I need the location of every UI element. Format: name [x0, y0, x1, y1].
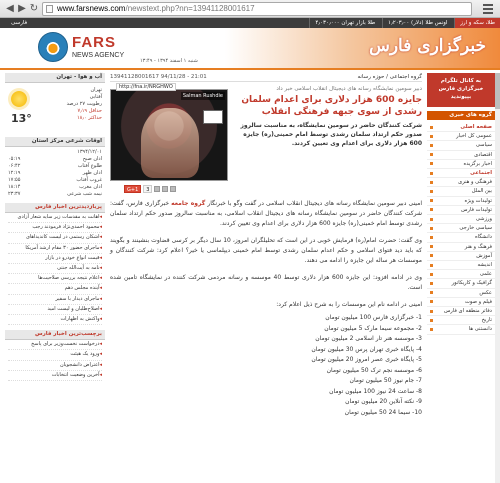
list-item: 10- سیما 24 50 میلیون تومان — [344, 408, 422, 416]
prayer-date: ۱۳۹۴/۱۲/۰۱ — [77, 149, 102, 155]
menu-item[interactable]: فرهنگ و هنر — [427, 243, 495, 252]
list-item: 5- پایگاه خبری عصر امروز 20 میلیون تومان — [311, 356, 422, 363]
news-link[interactable]: ◂ اشکان رستمی در لیست کاندیداهای — [8, 233, 102, 243]
weather-line: رطوبت ۲۷ درصد — [66, 101, 102, 107]
logo-latin[interactable]: FARS — [72, 34, 117, 51]
news-link[interactable]: ◂ نامه به آیت‌الله جنتی — [8, 264, 102, 274]
news-link[interactable]: ◂ ورود یک هیئت — [8, 350, 102, 360]
prayer-row: اذان صبح ۰۵:۱۹ — [8, 156, 102, 162]
address-bar[interactable] — [42, 2, 472, 16]
article-meta-bar — [110, 73, 422, 82]
article-photo — [110, 89, 228, 181]
news-link[interactable]: ◂ آینده مجلس دهم — [8, 284, 102, 294]
forward-icon[interactable]: ▶ — [18, 3, 26, 14]
email-icon[interactable] — [162, 186, 168, 192]
sections-title: گروه های خبری — [427, 111, 495, 120]
list-item: 6- موسسه نجم ترک 50 میلیون تومان — [326, 366, 422, 374]
article-lead: شرکت کنندگان حاضر در سومین نمایشگاه، به مناسبت سالروز صدور حکم ارتداد سلمان رشدی توسط امام خمینی(ره) جایزه 600 هزار دلاری برای اعدام وی تعیین کردند. — [240, 122, 422, 147]
photo-sticker — [203, 110, 223, 124]
list-item: 1- خبرگزاری فارس 100 میلیون تومان — [325, 314, 422, 321]
share-bar — [124, 185, 152, 193]
site-header — [0, 28, 500, 70]
prayer-row: نیمه شب شرعی ۲۳:۳۷ — [8, 191, 102, 197]
menu-item[interactable]: دفاتر منطقه ای فارس — [427, 307, 495, 316]
prayer-times — [5, 149, 105, 198]
list-item: 4- پایگاه خبری تهران پرس 30 میلیون تومان — [311, 345, 422, 353]
menu-item[interactable]: اقتصادی — [427, 151, 495, 160]
news-link[interactable]: ◂ آخرین وضعیت انتخابات — [8, 371, 102, 381]
menu-item[interactable]: تولیدات فارس — [427, 206, 495, 215]
list-item: 9- نکته آنلاین 20 میلیون تومان — [345, 398, 422, 405]
portrait-figure — [141, 108, 199, 178]
article-meta: 13941128001617 94/11/28 - 21:01 — [110, 74, 207, 80]
menu-item[interactable]: اجتماعی — [427, 169, 495, 178]
logo-latin-sub: NEWS AGENCY — [72, 52, 125, 59]
back-icon[interactable]: ◀ — [6, 3, 14, 14]
list-item: 2- مجموعه سیما مارک 5 میلیون تومان — [324, 324, 422, 332]
menu-item[interactable]: علمی — [427, 270, 495, 279]
weather-city: تهران — [90, 87, 102, 93]
ticker-item: اونس طلا (دلار) ۱٫۲۰۳٫۰۰ — [382, 18, 452, 28]
prayer-row: اذان ظهر ۱۲:۱۹ — [8, 170, 102, 176]
share-count: 3 — [143, 185, 152, 193]
menu-item[interactable]: تولیدات ویژه — [427, 197, 495, 206]
header-date: شنبه ۱ اسفند ۱۳۹۴ - ۱۳:۴۹ — [140, 58, 198, 64]
menu-item[interactable]: اخبار برگزیده — [427, 160, 495, 169]
prayer-row: طلوع آفتاب ۰۶:۴۲ — [8, 163, 102, 169]
menu-item[interactable]: سیاسی — [427, 141, 495, 150]
weather-line: حداقل ۷٫۱۹ — [77, 108, 102, 114]
article-body — [110, 199, 422, 418]
right-sidebar — [427, 73, 495, 483]
news-link[interactable]: ◂ اهانت به مقدسات زیر سایه شعار آزادی — [8, 213, 102, 223]
weather-line: آفتابی — [89, 94, 102, 100]
list-item: 3- موسسه هنر تار اسلامی 2 میلیون تومان — [315, 335, 422, 342]
news-link[interactable]: ◂ قیمت انواع خودرو در بازار — [8, 254, 102, 264]
logo-persian[interactable]: خبرگزاری فارس — [369, 36, 486, 56]
news-link[interactable]: ◂ اعتراض دانشجویان — [8, 361, 102, 371]
menu-item[interactable]: تاریخ — [427, 316, 495, 325]
article-tools — [154, 186, 176, 192]
sections-menu — [427, 123, 495, 335]
article-paragraph: امینی دبیر سومین نمایشگاه رسانه های دیجیتال انقلاب اسلامی در گفت وگو با خبرنگار گروه جامعه خبرگزاری فارس، گفت: شرکت کنندگان حاضر در سومین نمایشگاه رسانه های دیجیتال انقلاب اسلامی، به مناسبت سالروز صدور حکم ارتداد سلمان رشدی توسط امام خمینی(ره) جایزه 600 هزار دلاری برای اعدام وی تعیین کردند. — [110, 200, 422, 227]
breadcrumb[interactable]: گروه اجتماعی / حوزه رسانه — [357, 74, 422, 80]
browser-toolbar — [0, 0, 500, 18]
sun-icon — [11, 91, 27, 107]
article-paragraph: وی در ادامه افزود: این جایزه 600 هزار دلاری توسط 40 موسسه و رسانه مردمی شرکت کننده در نمایشگاه تامین شده است. — [110, 274, 422, 291]
menu-item[interactable]: دانشگاه — [427, 233, 495, 242]
article-topline: دبیر سومین نمایشگاه رسانه های دیجیتال انقلاب اسلامی خبر داد — [276, 86, 422, 92]
left-sidebar — [5, 73, 105, 483]
recent-news-title: برچسب‌ترین اخبار فارس — [5, 330, 105, 340]
language-link[interactable]: فارسی — [11, 20, 28, 26]
telegram-promo[interactable]: به کانال تلگرام خبرگزاری فارس بپیوندید — [427, 73, 495, 107]
print-icon[interactable] — [154, 186, 160, 192]
news-link[interactable]: ◂ ماجرای حضور ۳۰ مقام ارشد آمریکا — [8, 244, 102, 254]
inline-link[interactable]: گروه جامعه — [171, 200, 206, 207]
article-title: جایزه 600 هزار دلاری برای اعدام سلمان رشدی از سوی جبهه فرهنگی انقلاب — [241, 95, 422, 117]
market-ticker — [0, 18, 500, 28]
sponsor-list — [110, 313, 422, 418]
menu-item[interactable]: عکس — [427, 289, 495, 298]
menu-item[interactable]: بین الملل — [427, 187, 495, 196]
list-item: 7- جام نیوز 50 میلیون تومان — [349, 377, 422, 384]
prayer-title: اوقات شرعی مرکز استان — [5, 137, 105, 147]
url-host: www.farsnews.com — [57, 4, 126, 13]
news-link[interactable]: ◂ واکنش به اظهارات — [8, 315, 102, 325]
list-item: 8- ساعت 24 نیوز 100 میلیون تومان — [329, 387, 422, 395]
weather-line: حداکثر ۱۸٫۰ — [76, 115, 102, 121]
prayer-row: غروب آفتاب ۱۷:۵۵ — [8, 177, 102, 183]
recent-news-list — [5, 340, 105, 381]
reload-icon[interactable]: ↻ — [29, 3, 39, 14]
menu-item[interactable]: عمومی کل اخبار — [427, 132, 495, 141]
weather-temp: 13° — [11, 112, 32, 125]
menu-item[interactable]: فرهنگی و هنری — [427, 178, 495, 187]
fars-logo-icon[interactable] — [38, 32, 68, 62]
weather-title: آب و هوا - تهران — [5, 73, 105, 83]
menu-item[interactable]: گرافیک و کاریکاتور — [427, 279, 495, 288]
menu-item[interactable]: ورزشی — [427, 215, 495, 224]
news-link[interactable]: ◂ ماجرای دیدار با سفیر — [8, 295, 102, 305]
menu-item[interactable]: آموزش — [427, 252, 495, 261]
scrollbar-thumb[interactable] — [495, 73, 500, 109]
url-path: /newstext.php?nn=13941128001617 — [125, 4, 255, 13]
prayer-row: اذان مغرب ۱۸:۱۴ — [8, 184, 102, 190]
menu-item[interactable]: صفحه اصلی — [427, 123, 495, 132]
gplus-button[interactable]: G+1 — [124, 185, 141, 193]
article — [110, 73, 422, 483]
short-link[interactable]: http://fna.ir/NRGHWO — [116, 83, 176, 91]
weather-box — [5, 85, 105, 133]
menu-item[interactable]: اندیشه — [427, 261, 495, 270]
news-link[interactable]: ◂ محمود احمدی‌نژاد فرمودند رجب — [8, 223, 102, 233]
ticker-item[interactable]: طلا، سکه و ارز — [454, 18, 500, 28]
menu-item[interactable]: سیاسی خارجی — [427, 224, 495, 233]
top-news-list — [5, 213, 105, 325]
page-scrollbar[interactable] — [495, 73, 500, 483]
ticker-item: طلا بازار تهران ۴٫۰۳۰٫۰۰۰ — [309, 18, 380, 28]
article-paragraph: وی گفت: حضرت امام(ره) فرمایش خوبی در این است که تحلیلگران امروز، 10 سال دیگر بر کرسی قضاوت بنشینند و بگویند که باید دید فتوای اسلامی و حکم اعدام سلمان رشدی توسط امام خمینی دیپلماسی یا خیر؟ اعلام کرد: شرکت کنندگان و موسسات هر ساله این جایزه را ادامه می دهند. — [110, 237, 422, 264]
browser-menu-icon[interactable] — [482, 3, 494, 15]
news-link[interactable]: ◂ اصلاح‌طلبان و لیست امید — [8, 305, 102, 315]
menu-item[interactable]: دانستنی ها — [427, 325, 495, 334]
menu-item[interactable]: فیلم و صوت — [427, 298, 495, 307]
article-paragraph: امینی در ادامه نام این موسسات را به شرح ذیل اعلام کرد: — [276, 301, 422, 308]
photo-caption: Salman Rushdie — [182, 93, 223, 99]
top-news-title: پربازدیدترین اخبار فارس — [5, 203, 105, 213]
font-size-icon[interactable] — [170, 186, 176, 192]
news-link[interactable]: ◂ اعلام نتیجه بررسی صلاحیت‌ها — [8, 274, 102, 284]
news-link[interactable]: ◂ درخواست نخست‌وزیر برای پاسخ — [8, 340, 102, 350]
page-icon — [46, 5, 53, 13]
